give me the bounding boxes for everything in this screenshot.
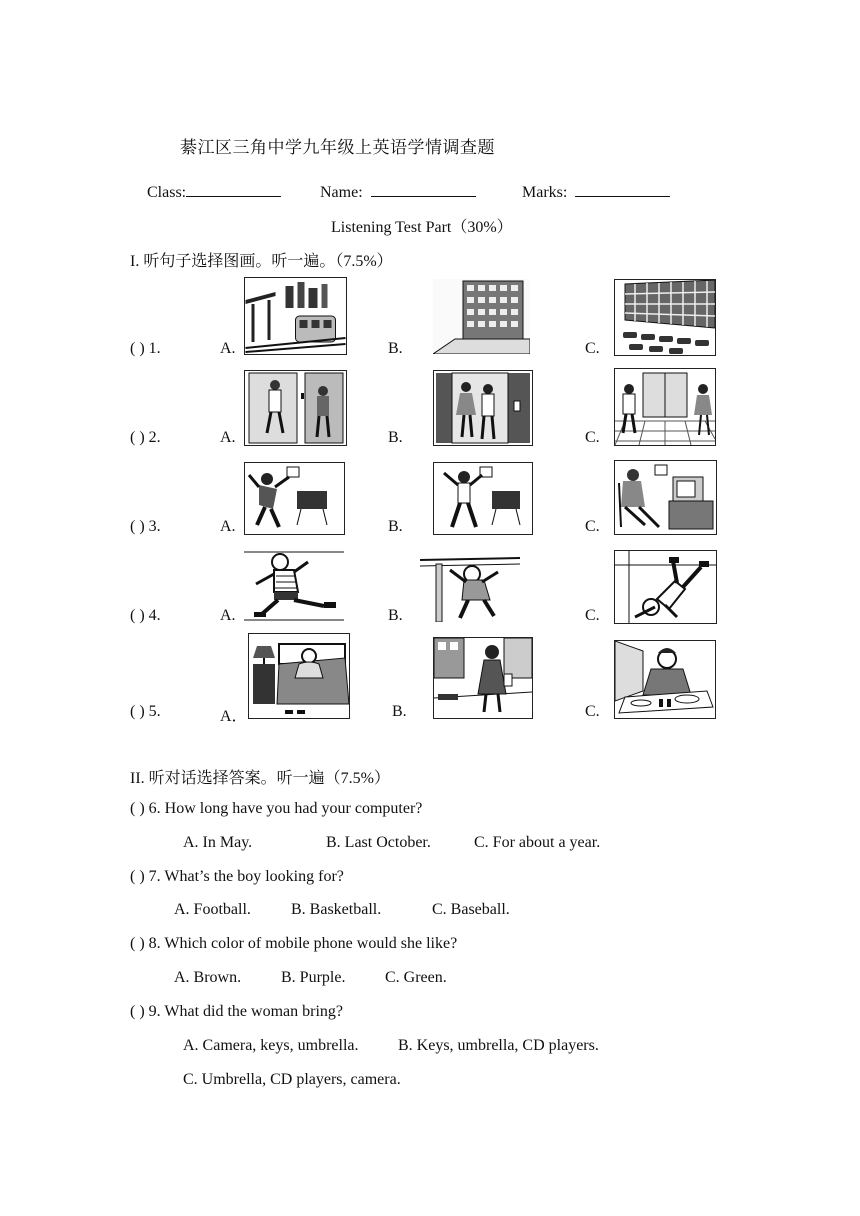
option-b-label: B. <box>392 703 407 720</box>
q7-option-a[interactable]: A. Football. <box>174 901 251 918</box>
question-number: ( ) 1. <box>130 340 161 357</box>
marks-label: Marks: <box>522 184 568 201</box>
option-c-label: C. <box>585 429 600 446</box>
elevator-couple-icon[interactable] <box>244 370 347 446</box>
option-b-label: B. <box>388 429 403 446</box>
section2-heading: II. 听对话选择答案。听一遍（7.5%） <box>130 770 390 787</box>
question-number: ( ) 2. <box>130 429 161 446</box>
dancing-man-icon[interactable] <box>244 462 345 535</box>
class-field <box>147 181 281 202</box>
q7-option-c[interactable]: C. Baseball. <box>432 901 510 918</box>
train-station-icon[interactable] <box>244 277 347 355</box>
name-label: Name: <box>320 184 363 201</box>
tumbling-boy-icon[interactable] <box>614 550 717 624</box>
question-number: ( ) 4. <box>130 607 161 624</box>
option-c-label: C. <box>585 703 600 720</box>
section1-heading: I. 听句子选择图画。听一遍。（7.5%） <box>130 253 393 270</box>
option-b-label: B. <box>388 340 403 357</box>
woman-eating-icon[interactable] <box>614 640 716 719</box>
option-a-label: A. <box>220 429 236 446</box>
option-a-label: A. <box>220 607 236 624</box>
q6-option-b[interactable]: B. Last October. <box>326 834 431 851</box>
class-blank[interactable] <box>186 181 281 197</box>
section-subtitle: Listening Test Part（30%） <box>331 219 513 236</box>
option-c-label: C. <box>585 340 600 357</box>
marks-blank[interactable] <box>575 181 670 197</box>
woman-in-bed-icon[interactable] <box>248 633 350 719</box>
man-watching-tv-icon[interactable] <box>614 460 717 535</box>
question-6-stem: ( ) 6. How long have you had your computer? <box>130 800 423 817</box>
question-number: ( ) 5. <box>130 703 161 720</box>
q9-option-b[interactable]: B. Keys, umbrella, CD players. <box>398 1037 599 1054</box>
parking-lot-building-icon[interactable] <box>614 279 716 356</box>
question-9-stem: ( ) 9. What did the woman bring? <box>130 1003 343 1020</box>
question-number: ( ) 3. <box>130 518 161 535</box>
question-8-stem: ( ) 8. Which color of mobile phone would she like? <box>130 935 458 952</box>
woman-walking-street-icon[interactable] <box>433 637 533 719</box>
q8-option-c[interactable]: C. Green. <box>385 969 447 986</box>
falling-boy-icon[interactable] <box>420 550 520 622</box>
q8-option-b[interactable]: B. Purple. <box>281 969 346 986</box>
office-building-icon[interactable] <box>433 279 530 354</box>
q6-option-c[interactable]: C. For about a year. <box>474 834 601 851</box>
name-field <box>320 181 476 202</box>
elevator-exit-icon[interactable] <box>433 370 533 446</box>
q7-option-b[interactable]: B. Basketball. <box>291 901 382 918</box>
dancing-woman-icon[interactable] <box>433 462 533 535</box>
q9-option-a[interactable]: A. Camera, keys, umbrella. <box>183 1037 359 1054</box>
q6-option-a[interactable]: A. In May. <box>183 834 253 851</box>
q8-option-a[interactable]: A. Brown. <box>174 969 242 986</box>
option-a-label: A. <box>220 340 236 357</box>
option-a-label: A． <box>220 708 248 725</box>
class-label: Class: <box>147 184 187 201</box>
elevator-lobby-icon[interactable] <box>614 368 716 446</box>
option-b-label: B. <box>388 607 403 624</box>
name-blank[interactable] <box>371 181 476 197</box>
option-c-label: C. <box>585 518 600 535</box>
running-boy-icon[interactable] <box>244 550 344 622</box>
option-b-label: B. <box>388 518 403 535</box>
page-title: 綦江区三角中学九年级上英语学情调查题 <box>180 138 495 158</box>
option-a-label: A. <box>220 518 236 535</box>
marks-field <box>522 181 670 202</box>
q9-option-c[interactable]: C. Umbrella, CD players, camera. <box>183 1071 401 1088</box>
option-c-label: C. <box>585 607 600 624</box>
question-7-stem: ( ) 7. What’s the boy looking for? <box>130 868 344 885</box>
